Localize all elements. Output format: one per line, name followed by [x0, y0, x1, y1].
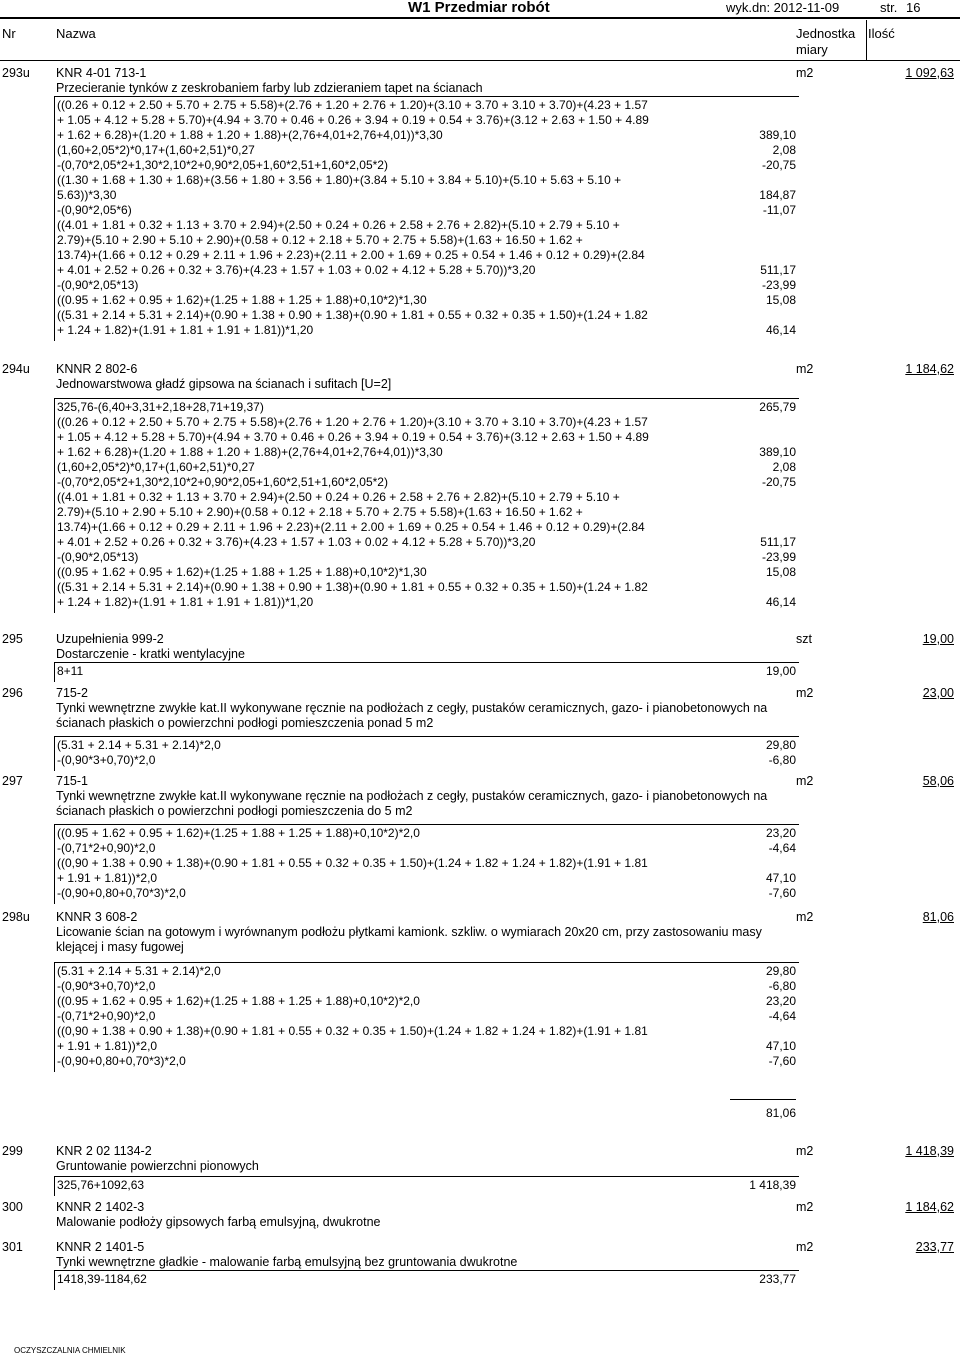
- calculation-value: 2,08: [772, 143, 796, 157]
- calculation-line: -(0,90+0,80+0,70*3)*2,0: [57, 886, 186, 900]
- item-code: KNNR 2 1401-5: [56, 1240, 145, 1254]
- item-description: Dostarczenie - kratki wentylacyjne: [56, 647, 245, 661]
- item-unit: m2: [796, 686, 814, 700]
- calculation-line: + 1.62 + 6.28)+(1.20 + 1.88 + 1.20 + 1.88)+(2,76+4,01+2,76+4,01))*3,30: [57, 445, 443, 459]
- item-unit: m2: [796, 1200, 814, 1214]
- calculation-line: (5.31 + 2.14 + 5.31 + 2.14)*2,0: [57, 738, 221, 752]
- calculation-value: -4,64: [768, 1009, 796, 1023]
- calculation-line: 2.79)+(5.10 + 2.90 + 5.10 + 2.90)+(0.58 + 0.12 + 2.18 + 5.70 + 2.75 + 5.58)+(1.63 + 16.50 + 1.62 +: [57, 233, 583, 247]
- calculation-value: 29,80: [765, 964, 796, 978]
- item-code: KNNR 2 1402-3: [56, 1200, 145, 1214]
- calculation-line: -(0,90*2,05*13): [57, 278, 139, 292]
- calculation-value: 184,87: [759, 188, 796, 202]
- calculation-value: 46,14: [765, 323, 796, 337]
- calculation-line: -(0,90+0,80+0,70*3)*2,0: [57, 1054, 186, 1068]
- calculation-line: + 4.01 + 2.52 + 0.26 + 0.32 + 3.76)+(4.23 + 1.57 + 1.03 + 0.02 + 4.12 + 5.28 + 5.70))*3,20: [57, 535, 536, 549]
- item-description: ścianach płaskich o powierzchni podłogi pomieszczenia ponad 5 m2: [56, 716, 434, 730]
- calculation-line: -(0,90*2,05*13): [57, 550, 139, 564]
- calculation-value: 23,20: [765, 826, 796, 840]
- calculation-line: ((5.31 + 2.14 + 5.31 + 2.14)+(0.90 + 1.38 + 0.90 + 1.38)+(0.90 + 1.81 + 0.55 + 0.32 + 0.35 + 1.50)+(1.24 + 1.82: [57, 580, 648, 594]
- page-number: 16: [906, 0, 921, 15]
- item-unit: m2: [796, 910, 814, 924]
- calculation-value: 47,10: [765, 1039, 796, 1053]
- calculation-box: [54, 662, 799, 682]
- calculation-line: (1,60+2,05*2)*0,17+(1,60+2,51)*0,27: [57, 460, 255, 474]
- item-code: 715-2: [56, 686, 88, 700]
- item-description: Licowanie ścian na gotowym i wyrównanym podłożu płytkami kamionk. szkliw. o wymiarach 20x20 cm, przy zastosowaniu masy: [56, 925, 762, 939]
- calculation-line: 325,76+1092,63: [57, 1178, 145, 1192]
- calculation-line: ((0.95 + 1.62 + 0.95 + 1.62)+(1.25 + 1.88 + 1.25 + 1.88)+0,10*2)*2,0: [57, 994, 420, 1008]
- header-rule: [0, 17, 960, 19]
- calculation-line: 13.74)+(1.66 + 0.12 + 0.29 + 2.11 + 1.96 + 2.23)+(2.11 + 2.00 + 1.69 + 0.25 + 0.54 + 1.46 + 0.12 + 0.29)+(2.84: [57, 520, 645, 534]
- column-unit-line2: miary: [796, 42, 828, 57]
- item-quantity: 23,00: [922, 686, 954, 700]
- calculation-value: -20,75: [761, 475, 796, 489]
- calculation-line: 8+11: [57, 664, 84, 678]
- item-description: Przecieranie tynków z zeskrobaniem farby lub zdzieraniem tapet na ścianach: [56, 81, 483, 95]
- calculation-line: ((0.95 + 1.62 + 0.95 + 1.62)+(1.25 + 1.88 + 1.25 + 1.88)+0,10*2)*2,0: [57, 826, 420, 840]
- calculation-value: -23,99: [761, 278, 796, 292]
- calculation-line: ((5.31 + 2.14 + 5.31 + 2.14)+(0.90 + 1.38 + 0.90 + 1.38)+(0.90 + 1.81 + 0.55 + 0.32 + 0.35 + 1.50)+(1.24 + 1.82: [57, 308, 648, 322]
- calculation-line: + 1.91 + 1.81))*2,0: [57, 1039, 158, 1053]
- item-quantity: 1 184,62: [905, 1200, 954, 1214]
- calculation-value: 511,17: [760, 535, 796, 549]
- item-quantity: 19,00: [922, 632, 954, 646]
- calculation-line: ((0.26 + 0.12 + 2.50 + 5.70 + 2.75 + 5.58)+(2.76 + 1.20 + 2.76 + 1.20)+(3.10 + 3.70 + 3.10 + 3.70)+(4.23 + 1.57: [57, 98, 648, 112]
- document-title: W1 Przedmiar robót: [408, 0, 550, 16]
- calculation-value: -11,07: [762, 203, 796, 217]
- item-quantity: 1 418,39: [905, 1144, 954, 1158]
- calculation-value: 265,79: [759, 400, 796, 414]
- calculation-line: + 1.24 + 1.82)+(1.91 + 1.81 + 1.91 + 1.81))*1,20: [57, 323, 314, 337]
- column-qty: Ilość: [868, 26, 895, 41]
- item-description: klejącej i masy fugowej: [56, 940, 184, 954]
- calculation-line: + 1.24 + 1.82)+(1.91 + 1.81 + 1.91 + 1.81))*1,20: [57, 595, 314, 609]
- calculation-line: -(0,90*3+0,70)*2,0: [57, 753, 156, 767]
- calculation-line: ((4.01 + 1.81 + 0.32 + 1.13 + 3.70 + 2.94)+(2.50 + 0.24 + 0.26 + 2.58 + 2.76 + 2.82)+(5.10 + 2.79 + 5.10 +: [57, 218, 620, 232]
- calculation-line: ((1.30 + 1.68 + 1.30 + 1.68)+(3.56 + 1.80 + 3.56 + 1.80)+(3.84 + 5.10 + 3.84 + 5.10)+(5.10 + 5.63 + 5.10 +: [57, 173, 622, 187]
- header-bottom-rule: [0, 60, 960, 61]
- calculation-line: ((0,90 + 1.38 + 0.90 + 1.38)+(0.90 + 1.81 + 0.55 + 0.32 + 0.35 + 1.50)+(1.24 + 1.82 + 1.24 + 1.82)+(1.91 + 1.81: [57, 1024, 648, 1038]
- calculation-line: -(0,71*2+0,90)*2,0: [57, 841, 156, 855]
- item-number: 295: [2, 632, 23, 646]
- calculation-line: 2.79)+(5.10 + 2.90 + 5.10 + 2.90)+(0.58 + 0.12 + 2.18 + 5.70 + 2.75 + 5.58)+(1.63 + 16.50 + 1.62 +: [57, 505, 583, 519]
- calculation-value: 233,77: [759, 1272, 796, 1286]
- calculation-line: -(0,90*2,05*6): [57, 203, 132, 217]
- item-description: Tynki wewnętrzne gładkie - malowanie farbą emulsyjną bez gruntowania dwukrotne: [56, 1255, 518, 1269]
- item-unit: m2: [796, 66, 814, 80]
- item-quantity: 81,06: [922, 910, 954, 924]
- item-unit: m2: [796, 1144, 814, 1158]
- calculation-value: 389,10: [759, 128, 796, 142]
- calculation-line: + 1.62 + 6.28)+(1.20 + 1.88 + 1.20 + 1.88)+(2,76+4,01+2,76+4,01))*3,30: [57, 128, 443, 142]
- calculation-line: -(0,70*2,05*2+1,30*2,10*2+0,90*2,05+1,60*2,51+1,60*2,05*2): [57, 158, 388, 172]
- calculation-value: 1 418,39: [749, 1178, 796, 1192]
- calculation-value: 389,10: [759, 445, 796, 459]
- item-number: 298u: [2, 910, 30, 924]
- calculation-line: ((4.01 + 1.81 + 0.32 + 1.13 + 3.70 + 2.94)+(2.50 + 0.24 + 0.26 + 2.58 + 2.76 + 2.82)+(5.10 + 2.79 + 5.10 +: [57, 490, 620, 504]
- calculation-line: -(0,90*3+0,70)*2,0: [57, 979, 156, 993]
- calculation-value: -20,75: [761, 158, 796, 172]
- item-unit: szt: [796, 632, 812, 646]
- calculation-value: 46,14: [765, 595, 796, 609]
- item-code: KNR 4-01 713-1: [56, 66, 147, 80]
- footer-company: OCZYSZCZALNIA CHMIELNIK: [14, 1346, 126, 1355]
- calculation-line: + 1.91 + 1.81))*2,0: [57, 871, 158, 885]
- column-divider: [866, 20, 867, 60]
- calculation-value: -7,60: [768, 1054, 796, 1068]
- calculation-line: ((0.26 + 0.12 + 2.50 + 5.70 + 2.75 + 5.58)+(2.76 + 1.20 + 2.76 + 1.20)+(3.10 + 3.70 + 3.10 + 3.70)+(4.23 + 1.57: [57, 415, 648, 429]
- item-description: ścianach płaskich o powierzchni podłogi pomieszczenia do 5 m2: [56, 804, 413, 818]
- subtotal-value: 81,06: [765, 1106, 796, 1120]
- item-description: Malowanie podłoży gipsowych farbą emulsyjną, dwukrotne: [56, 1215, 381, 1229]
- item-description: Jednowarstwowa gładź gipsowa na ścianach i sufitach [U=2]: [56, 377, 392, 391]
- calculation-line: (5.31 + 2.14 + 5.31 + 2.14)*2,0: [57, 964, 221, 978]
- item-number: 296: [2, 686, 23, 700]
- calculation-line: -(0,71*2+0,90)*2,0: [57, 1009, 156, 1023]
- item-code: KNNR 2 802-6: [56, 362, 138, 376]
- calculation-value: 47,10: [765, 871, 796, 885]
- item-unit: m2: [796, 774, 814, 788]
- page-label: str.: [880, 0, 898, 15]
- calculation-value: 15,08: [765, 565, 796, 579]
- calculation-value: 15,08: [765, 293, 796, 307]
- item-code: Uzupełnienia 999-2: [56, 632, 164, 646]
- calculation-value: 2,08: [772, 460, 796, 474]
- calculation-box: [54, 1176, 799, 1196]
- item-number: 300: [2, 1200, 23, 1214]
- item-description: Tynki wewnętrzne zwykłe kat.II wykonywane ręcznie na podłożach z cegły, pustaków ceramicznych, gazo- i pianobetonowych na: [56, 701, 768, 715]
- calculation-line: ((0.95 + 1.62 + 0.95 + 1.62)+(1.25 + 1.88 + 1.25 + 1.88)+0,10*2)*1,30: [57, 293, 427, 307]
- calculation-value: 19,00: [765, 664, 796, 678]
- calculation-value: 29,80: [765, 738, 796, 752]
- subtotal-rule: [730, 1099, 796, 1100]
- item-number: 297: [2, 774, 23, 788]
- item-description: Tynki wewnętrzne zwykłe kat.II wykonywane ręcznie na podłożach z cegły, pustaków ceramicznych, gazo- i pianobetonowych na: [56, 789, 768, 803]
- item-unit: m2: [796, 362, 814, 376]
- calculation-value: 23,20: [765, 994, 796, 1008]
- calculation-value: -6,80: [768, 753, 796, 767]
- item-quantity: 1 092,63: [905, 66, 954, 80]
- calculation-line: 325,76-(6,40+3,31+2,18+28,71+19,37): [57, 400, 264, 414]
- item-code: 715-1: [56, 774, 88, 788]
- item-quantity: 58,06: [922, 774, 954, 788]
- calculation-line: (1,60+2,05*2)*0,17+(1,60+2,51)*0,27: [57, 143, 255, 157]
- item-code: KNNR 3 608-2: [56, 910, 138, 924]
- column-unit: Jednostka: [796, 26, 856, 41]
- calculation-line: 13.74)+(1.66 + 0.12 + 0.29 + 2.11 + 1.96 + 2.23)+(2.11 + 2.00 + 1.69 + 0.25 + 0.54 + 1.46 + 0.12 + 0.29)+(2.84: [57, 248, 645, 262]
- calculation-value: -7,60: [768, 886, 796, 900]
- item-quantity: 233,77: [915, 1240, 954, 1254]
- calculation-value: 511,17: [760, 263, 796, 277]
- calculation-line: -(0,70*2,05*2+1,30*2,10*2+0,90*2,05+1,60*2,51+1,60*2,05*2): [57, 475, 388, 489]
- item-description: Gruntowanie powierzchni pionowych: [56, 1159, 259, 1173]
- calculation-value: -6,80: [768, 979, 796, 993]
- calculation-value: -23,99: [761, 550, 796, 564]
- item-code: KNR 2 02 1134-2: [56, 1144, 152, 1158]
- calculation-line: + 1.05 + 4.12 + 5.28 + 5.70)+(4.94 + 3.70 + 0.46 + 0.26 + 3.94 + 0.19 + 0.54 + 3.76)+(3.12 + 2.63 + 1.50 + 4.89: [57, 113, 649, 127]
- item-quantity: 1 184,62: [905, 362, 954, 376]
- column-nr: Nr: [2, 26, 16, 41]
- calculation-line: + 4.01 + 2.52 + 0.26 + 0.32 + 3.76)+(4.23 + 1.57 + 1.03 + 0.02 + 4.12 + 5.28 + 5.70))*3,20: [57, 263, 536, 277]
- calculation-box: [54, 1270, 799, 1290]
- calculation-value: -4,64: [768, 841, 796, 855]
- calculation-line: 5.63))*3,30: [57, 188, 117, 202]
- item-number: 294u: [2, 362, 30, 376]
- item-number: 293u: [2, 66, 30, 80]
- calculation-line: ((0.95 + 1.62 + 0.95 + 1.62)+(1.25 + 1.88 + 1.25 + 1.88)+0,10*2)*1,30: [57, 565, 427, 579]
- item-number: 299: [2, 1144, 23, 1158]
- item-number: 301: [2, 1240, 23, 1254]
- calculation-line: ((0,90 + 1.38 + 0.90 + 1.38)+(0.90 + 1.81 + 0.55 + 0.32 + 0.35 + 1.50)+(1.24 + 1.82 + 1.24 + 1.82)+(1.91 + 1.81: [57, 856, 648, 870]
- calculation-line: + 1.05 + 4.12 + 5.28 + 5.70)+(4.94 + 3.70 + 0.46 + 0.26 + 3.94 + 0.19 + 0.54 + 3.76)+(3.12 + 2.63 + 1.50 + 4.89: [57, 430, 649, 444]
- column-name: Nazwa: [56, 26, 96, 41]
- item-unit: m2: [796, 1240, 814, 1254]
- date-text: wyk.dn: 2012-11-09: [726, 0, 840, 15]
- calculation-line: 1418,39-1184,62: [57, 1272, 147, 1286]
